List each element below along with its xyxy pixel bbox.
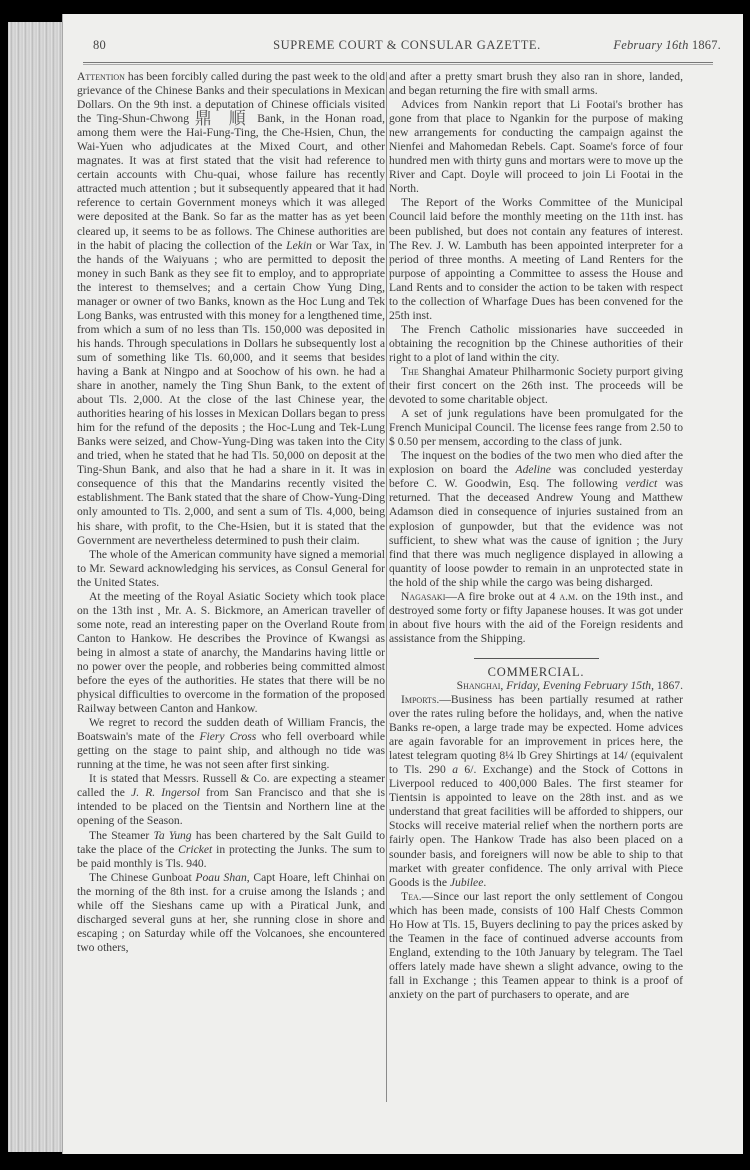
article-royal-asiatic-society: At the meeting of the Royal Asiatic Society which took place on the 13th inst , Mr. A. S. Bickmore, an American traveller of some note, read an interesting paper on the Overland Route from Canton to Hankow. He describes the Province of Kwangsi as being in almost a state of anarchy, the Mandarins having little or no power over the people, and robberies being committed almost before the eyes of the authorities. He states that there will be no physical difficulties to overcome in the formation of the proposed Railway between Canton and Hankow.	[77, 589, 385, 716]
text: from San Francisco and that she is intended to be placed on the Tientsin and Northern line at the opening of the Season.	[77, 786, 386, 828]
text: or War Tax, in the hands of the Waiyuans ; who are permitted to deposit the money in such Bank as they see fit to employ, and to appropriate the interest to themselves; and a certain Chow Yung Ding, manager or owner of two Banks, known as the Hoc Lung and Tek Long Banks, was entrusted with this money for a lengthened time, from which a sum of no less than Tls. 150,000 was deposited in his hands. Through speculations in Dollars he subsequently lost a sum of something like Tls. 60,000, and it seems that besides having a Bank at Ningpo and at Soochow of his own. he had a share in another, namely the Ting Shun Bank, to the extent of about Tls. 2,000. At the close of the last Chinese year, the authorities hearing of his losses in Mexican Dollars began to press him for the refund of the deposits ; the Hoc-Lung and Tek-Lung Banks were seized, and Chow-Yung-Ding was taken into the City and tried, when he stated that he had Tls. 50,000 on deposit at the Ting-Shun Bank, and also that he had a share in it. It was in consequence of this that the Mandarins recently visited the establishment. The Bank stated that the share of Chow-Yung-Ding only amounted to Tls. 2,000, and sent a sum of Tls. 4,000, being his share, with profit, to the Che-Hsien, but it is stated that the Government are nevertheless determined to push their claim.	[77, 238, 386, 547]
commercial-dateline	[389, 679, 683, 693]
running-head	[83, 38, 731, 58]
text: The inquest on the bodies of the two men who died after the explosion on board the	[389, 449, 683, 477]
article-death-william-francis	[77, 716, 385, 772]
header-rule	[83, 62, 713, 65]
article-works-committee: The Report of the Works Committee of the Municipal Council laid before the monthly meeting on the 11th inst. has been published, but does not contain any features of interest. The Rev. J. W. Lambuth has been appointed interpreter for a period of three months. A meeting of Land Renters for the purpose of appointing a Committee to assess the House and Land Rents and to consider the action to be taken with respect to the collection of Wharfage Dues has been convened for the 25th inst.	[389, 196, 683, 322]
text: has been chartered by the Salt Guild to take the place of the	[77, 828, 385, 856]
newspaper-page	[62, 14, 743, 1154]
text: 6/. Exchange) and the Stock of Cottons in Liverpool reduced to 400,000 Bales. The first steamer for Tientsin is appointed to leave on the 28th inst. and as we understand that great facilities will be afforded to shippers, our Stocks will receive material relief when the northern ports are fairly open. The Hankow Trade has also been placed on a sounder basis, and foreigners will now be able to ship to that market with greater confidence. The only arrival with Piece Goods is the	[389, 763, 683, 889]
ship-name: Ta Yung	[153, 828, 192, 842]
article-junk-regulations: A set of junk regulations have been promulgated for the French Municipal Council. The license fees range from 2.50 to $ 0.50 per mensem, according to the class of junk.	[389, 407, 683, 449]
issue-date-italic: February 16th	[613, 38, 689, 52]
italic-term: verdict	[625, 477, 658, 491]
issue-date-year: 1867.	[691, 38, 721, 52]
text: Shanghai Amateur Philharmonic Society purport giving their first concert on the 26th inst. The proceeds will be devoted to some charitable object.	[389, 364, 683, 407]
section-divider-rule	[474, 658, 599, 659]
publication-title: SUPREME COURT & CONSULAR GAZETTE.	[273, 38, 541, 52]
text: We regret to record the sudden death of William Francis, the Boatswain's mate of the	[77, 716, 385, 744]
column-divider	[386, 72, 387, 1102]
article-gunboat-continued: and after a pretty smart brush they also ran in shore, landed, and began returning the fire with small arms.	[389, 70, 683, 98]
article-chinese-banks	[77, 70, 385, 548]
right-column	[389, 70, 683, 1002]
year: , 1867.	[651, 678, 683, 692]
article-steamer-ingersol	[77, 772, 385, 828]
lead-word: Attention	[77, 70, 125, 83]
text: was concluded yesterday before C. W. Goodwin, Esq. The following	[389, 463, 683, 491]
article-nagasaki-fire	[389, 590, 683, 646]
page-number: 80	[93, 38, 106, 52]
text: —A fire broke out at 4	[445, 589, 560, 603]
text: The Steamer	[89, 828, 154, 842]
text: on the 19th inst., and destroyed some forty or fifty Japanese houses. It was got under in about five hours with the aid of the Foreign residents and assistance from the Shipping.	[389, 589, 683, 645]
article-gunboat-poau-shan	[77, 871, 385, 955]
article-inquest-adeline	[389, 449, 683, 589]
text: Bank, in the Honan road, among them were the Hai-Fung-Ting, the Che-Hsien, Chun, the Wai-Yuen who adjudicates at the Mixed Court, and other magnates. It was at first stated that the visit had reference to certain accounts with Chu-quai, whose failure has recently attracted much attention ; but it subsequently appeared that it had reference to certain Government moneys which it was alleged were deposited at the Bank. So far as the matter has as yet been cleared up, it seems to be as follows. The Chinese authorities are in the habit of placing the collection of the	[77, 112, 386, 252]
commercial-imports	[389, 693, 683, 890]
ship-name: Cricket	[178, 842, 213, 856]
place: Shanghai	[456, 678, 501, 692]
italic-term: Lekin	[286, 238, 312, 252]
ship-name: Adeline	[515, 463, 551, 477]
text: in protecting the Junks. The sum to be paid monthly is Tls. 940.	[77, 842, 385, 870]
lead-word: The	[401, 364, 419, 378]
italic-term: a	[452, 763, 458, 777]
text: , Capt Hoare, left Chinhai on the morning of the 8th inst. for a cruise among the Islands ; and while off the Sieshans came up with a Piratical Junk, and discharged several guns at her, she running close in shore and escaping ; on Saturday while off the Volcanoes, she encountered two others,	[77, 870, 385, 954]
text: ,	[500, 678, 507, 692]
lead-word: Tea	[401, 889, 419, 903]
lead-word: Nagasaki	[401, 589, 446, 603]
text: who fell overboard while getting on the stage to paint ship, and although no tide was running at the time, he was not seen after first sinking.	[77, 730, 386, 772]
ship-name: Jubilee	[449, 875, 484, 889]
text: .	[483, 875, 487, 889]
text: was returned. That the deceased Andrew Young and Matthew Adamson died in consequence of injuries sustained from an explosion of gunpowder, but that the evidence was not sufficient, to shew what was the cause of ignition ; the Jury find that there was much negligence displayed in allowing a quantity of loose powder to remain in an unprotected state in the hold of the ship while the cargo was being disharged.	[389, 477, 683, 589]
page-edges-stack	[8, 22, 65, 1152]
ship-name: Poau Shan	[195, 870, 247, 884]
lead-word: Imports	[401, 693, 437, 707]
chinese-characters: 鼎 順	[194, 109, 252, 130]
ship-name: Fiery Cross	[199, 730, 257, 744]
left-column	[77, 70, 385, 955]
text: .—Business has been partially resumed at rather over the rates ruling before the holidays, and, when the native Banks re-open, a large trade may be expected. Home advices are again favorable for an improvement in prices here, the latest telegram quoting 8¼ lb Grey Shirtings at 14/ (equivalent to Tls. 290	[389, 693, 683, 777]
text: has been forcibly called during the past week to the old grievance of the Chinese Banks and their speculations in Mexican Dollars. On the 9th inst. a deputation of Chinese officials visited the Ting-Shun-Chwong	[77, 70, 385, 126]
text: It is stated that Messrs. Russell & Co. are expecting a steamer called the	[77, 772, 385, 800]
issue-date	[613, 38, 721, 53]
article-american-community: The whole of the American community have signed a memorial to Mr. Seward acknowledging his services, as Consul General for the United States.	[77, 547, 385, 589]
article-nankin-advices: Advices from Nankin report that Li Footai's brother has gone from that place to Ngankin for the purpose of making new arrangements for conducting the campaign against the Nienfei and Mahomedan Rebels. Capt. Soame's force of four hundred men with thirty guns and mortars were to move up the River and Capt. Doyle will proceed to join Li Footai in the North.	[389, 98, 683, 196]
commercial-tea	[389, 890, 683, 1002]
section-title-commercial: COMMERCIAL.	[487, 664, 585, 679]
date-italic: Friday, Evening February 15th	[506, 678, 652, 692]
article-philharmonic-society	[389, 365, 683, 407]
time: a.m.	[559, 589, 579, 603]
ship-name: J. R. Ingersol	[131, 786, 200, 800]
text: The Chinese Gunboat	[89, 870, 196, 884]
article-french-missionaries: The French Catholic missionaries have succeeded in obtaining the recognition bp the Chinese authorities of their right to a plot of land within the city.	[389, 322, 683, 364]
text: .—Since our last report the only settlement of Congou which has been made, consists of 100 Half Chests Common Ho How at Tls. 15, Buyers declining to pay the prices asked by the Teamen in the face of continued adverse accounts from England, extending to the 10th January by telegram. The Tael offers lately made have shewn a slight advance, owing to the fall in Exchange ; this Teamen appear to think is a proof of anxiety on the part of purchasers to operate, and are	[389, 889, 683, 1001]
article-steamer-ta-yung	[77, 829, 385, 871]
